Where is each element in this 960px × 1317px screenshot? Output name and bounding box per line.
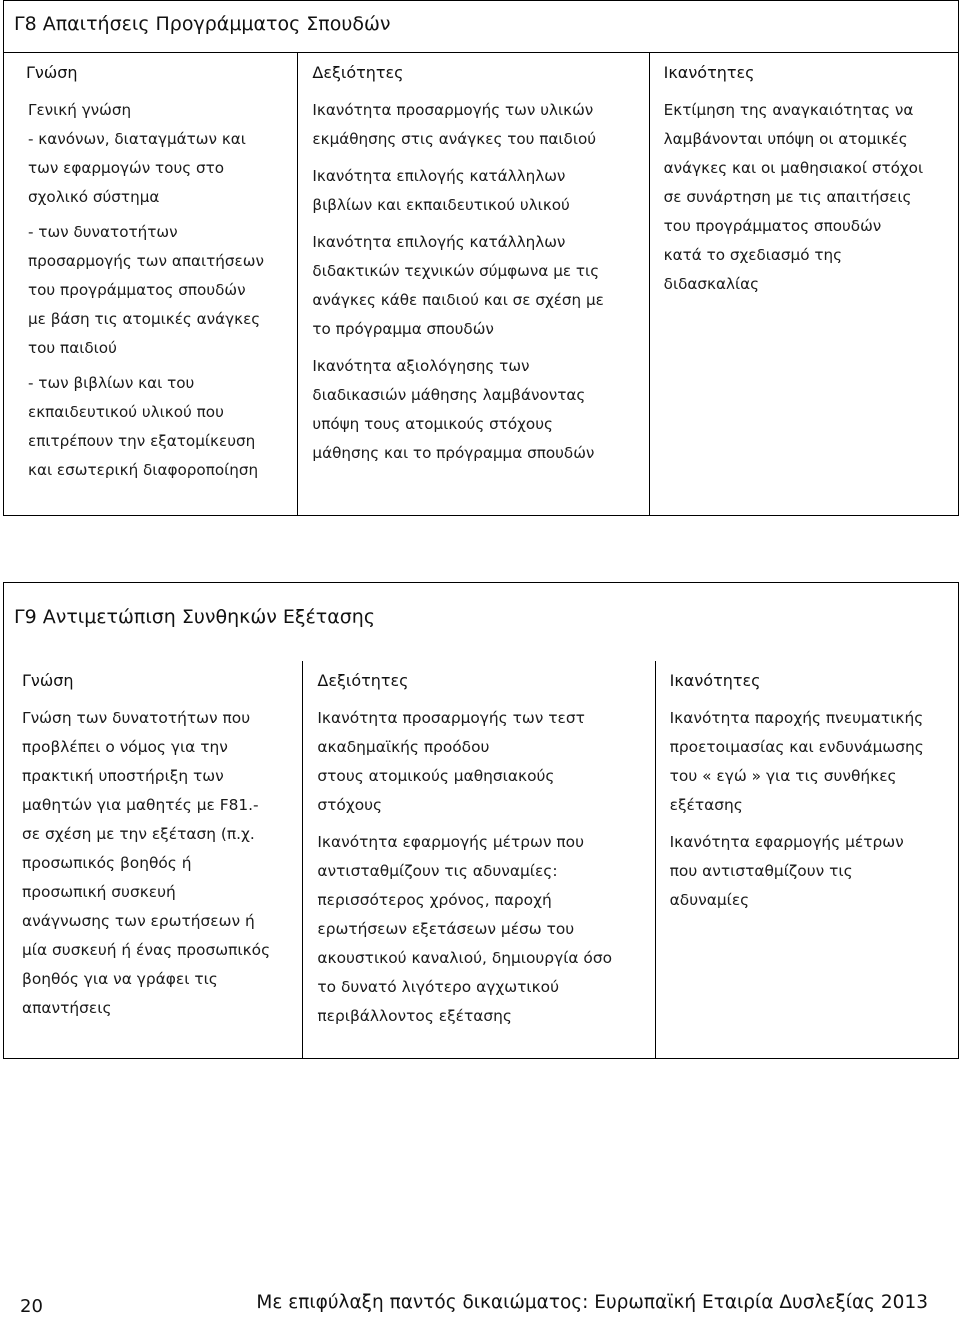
knowledge-header: Γνώση <box>22 671 74 690</box>
skills-paragraph: Ικανότητα εφαρμογής μέτρων που αντισταθμίζουν τις αδυναμίες: περισσότερος χρόνος, παροχή ερωτήσεων εξετάσεων μέσω του ακουστικού καναλιού, δημιουργία όσο το δυνατό λιγότερο αγχωτικού περιβάλλοντος εξέτασης <box>317 833 613 1025</box>
knowledge-column <box>4 53 298 515</box>
competences-paragraph: Ικανότητα παροχής πνευματικής προετοιμασίας και ενδυνάμωσης του « εγώ » για τις συνθήκες εξέτασης <box>669 709 924 814</box>
knowledge-header: Γνώση <box>26 63 78 82</box>
skills-header: Δεξιότητες <box>317 671 409 690</box>
competences-column <box>656 661 958 1058</box>
section-title: Γ8 Απαιτήσεις Προγράμματος Σπουδών <box>4 1 958 53</box>
knowledge-paragraph: Γνώση των δυνατοτήτων που προβλέπει ο νόμος για την πρακτική υποστήριξη των μαθητών για μαθητές με F81.- σε σχέση με την εξέταση (π.χ. προσωπικός βοηθός ή προσωπική συσκευή ανάγνωσης των ερωτήσεων ή μία συσκευή ή ένας προσωπικός βοηθός για να γράφει τις απαντήσεις <box>22 709 271 1017</box>
skills-paragraph: Ικανότητα επιλογής κατάλληλων βιβλίων και εκπαιδευτικού υλικού <box>312 167 570 214</box>
section-title: Γ9 Αντιμετώπιση Συνθηκών Εξέτασης <box>14 606 375 628</box>
section-g9 <box>3 582 959 1059</box>
knowledge-column <box>4 661 303 1058</box>
skills-column <box>303 661 655 1058</box>
copyright-notice: Με επιφύλαξη παντός δικαιώματος: Ευρωπαϊκή Εταιρία Δυσλεξίας 2013 <box>256 1292 928 1313</box>
page-number: 20 <box>20 1296 43 1317</box>
competences-header: Ικανότητες <box>669 671 761 690</box>
section-g8 <box>3 0 959 516</box>
skills-paragraph: Ικανότητα προσαρμογής των υλικών εκμάθησης στις ανάγκες του παιδιού <box>312 101 597 148</box>
knowledge-paragraph: - των βιβλίων και του εκπαιδευτικού υλικού που επιτρέπουν την εξατομίκευση και εσωτερική διαφοροποίηση <box>28 374 259 479</box>
skills-paragraph: Ικανότητα επιλογής κατάλληλων διδακτικών τεχνικών σύμφωνα με τις ανάγκες κάθε παιδιού και σε σχέση με το πρόγραμμα σπουδών <box>312 233 604 338</box>
knowledge-paragraph: Γενική γνώση - κανόνων, διαταγμάτων και των εφαρμογών τους στο σχολικό σύστημα <box>28 101 246 206</box>
knowledge-paragraph: - των δυνατοτήτων προσαρμογής των απαιτήσεων του προγράμματος σπουδών με βάση τις ατομικές ανάγκες του παιδιού <box>28 223 264 357</box>
competences-column <box>650 53 958 515</box>
competences-paragraph: Εκτίμηση της αναγκαιότητας να λαμβάνονται υπόψη οι ατομικές ανάγκες και οι μαθησιακοί στόχοι σε συνάρτηση με τις απαιτήσεις του προγράμματος σπουδών κατά το σχεδιασμό της διδασκαλίας <box>663 101 924 293</box>
competency-table <box>4 661 958 1058</box>
skills-column <box>298 53 649 515</box>
competences-paragraph: Ικανότητα εφαρμογής μέτρων που αντισταθμίζουν τις αδυναμίες <box>669 833 904 909</box>
skills-header: Δεξιότητες <box>312 63 404 82</box>
competency-table <box>4 53 958 515</box>
competences-header: Ικανότητες <box>663 63 755 82</box>
skills-paragraph: Ικανότητα αξιολόγησης των διαδικασιών μάθησης λαμβάνοντας υπόψη τους ατομικούς στόχους μάθησης και το πρόγραμμα σπουδών <box>312 357 595 462</box>
skills-paragraph: Ικανότητα προσαρμογής των τεστ ακαδημαϊκής προόδου στους ατομικούς μαθησιακούς στόχους <box>317 709 585 814</box>
